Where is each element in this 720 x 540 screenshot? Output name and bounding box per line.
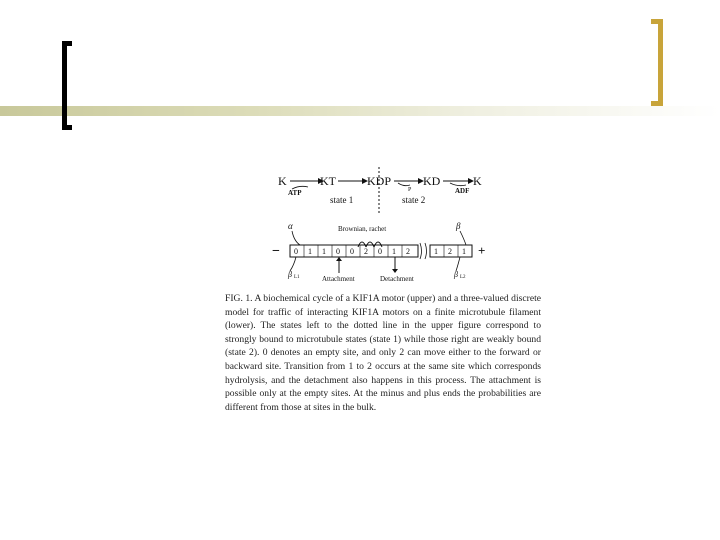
beta-l1-label: β	[288, 270, 292, 279]
adf-curve	[450, 183, 466, 186]
beta-label: β	[456, 221, 461, 231]
arrowhead	[336, 257, 342, 261]
p-label: P	[408, 187, 412, 193]
cell: 2	[364, 247, 368, 256]
beta-l2-arrow	[456, 257, 460, 271]
cell: 1	[308, 247, 312, 256]
atp-label: ATP	[288, 189, 302, 197]
cell: 0	[336, 247, 340, 256]
plus-end: +	[478, 243, 486, 258]
state-k-start: K	[278, 174, 287, 188]
beta-l2-sub: L2	[460, 275, 466, 280]
cell: 0	[294, 247, 298, 256]
end-cell: 1	[434, 247, 438, 256]
p-curve	[398, 183, 410, 186]
beta-arrow	[460, 231, 466, 245]
caption-text: FIG. 1. A biochemical cycle of a KIF1A motor (upper) and a three-valued discrete model for traffic of interacting KIF1A motors on a finite microtubule filament (lower). The states left to the dotted line in the upper figure correspond to strongly bound to microtubule states (state 1) while those right are weakly bound (state 2). 0 denotes an empty site, and only 2 can move either to the forward or backward site. Transition from 1 to 2 occurs at the same site which corresponds hydrolysis, and the detachment also happens in this process. The attachment is possible only at the empty sites. At the minus and plus ends the probabilities are different from those at sites in the bulk.	[225, 293, 541, 413]
ratchet-label: Brownian, rachet	[338, 225, 387, 233]
figure-caption	[225, 292, 541, 414]
alpha-label: α	[288, 221, 293, 231]
detachment-label: Detachment	[380, 275, 414, 283]
state-kd: KD	[423, 174, 441, 188]
beta-l1-arrow	[290, 257, 296, 271]
end-cell: 2	[448, 247, 452, 256]
figure	[270, 165, 550, 290]
cell: 1	[392, 247, 396, 256]
state-k-end: K	[473, 174, 482, 188]
biochemical-cycle	[278, 167, 482, 213]
minus-end: −	[272, 244, 280, 259]
attachment-label: Attachment	[322, 275, 355, 283]
state2-label: state 2	[402, 195, 426, 205]
arrowhead	[392, 269, 398, 273]
cell: 1	[322, 247, 326, 256]
left-bracket-decoration	[62, 41, 72, 130]
cell: 0	[378, 247, 382, 256]
end-cell: 1	[462, 247, 466, 256]
right-bracket-decoration	[651, 19, 663, 106]
cell: 0	[350, 247, 354, 256]
figure-diagram	[270, 165, 550, 290]
state1-label: state 1	[330, 195, 354, 205]
cell: 2	[406, 247, 410, 256]
break-symbol	[420, 243, 427, 259]
state-kt: KT	[320, 174, 336, 188]
alpha-arrow	[292, 231, 300, 245]
beta-l1-sub: L1	[294, 275, 300, 280]
beta-l2-label: β	[454, 270, 458, 279]
state-kdp: KDP	[367, 174, 392, 188]
adf-label: ADF	[455, 187, 470, 195]
lattice-cells	[294, 245, 410, 257]
header-accent-bar	[0, 106, 720, 116]
lattice-model	[272, 221, 485, 283]
